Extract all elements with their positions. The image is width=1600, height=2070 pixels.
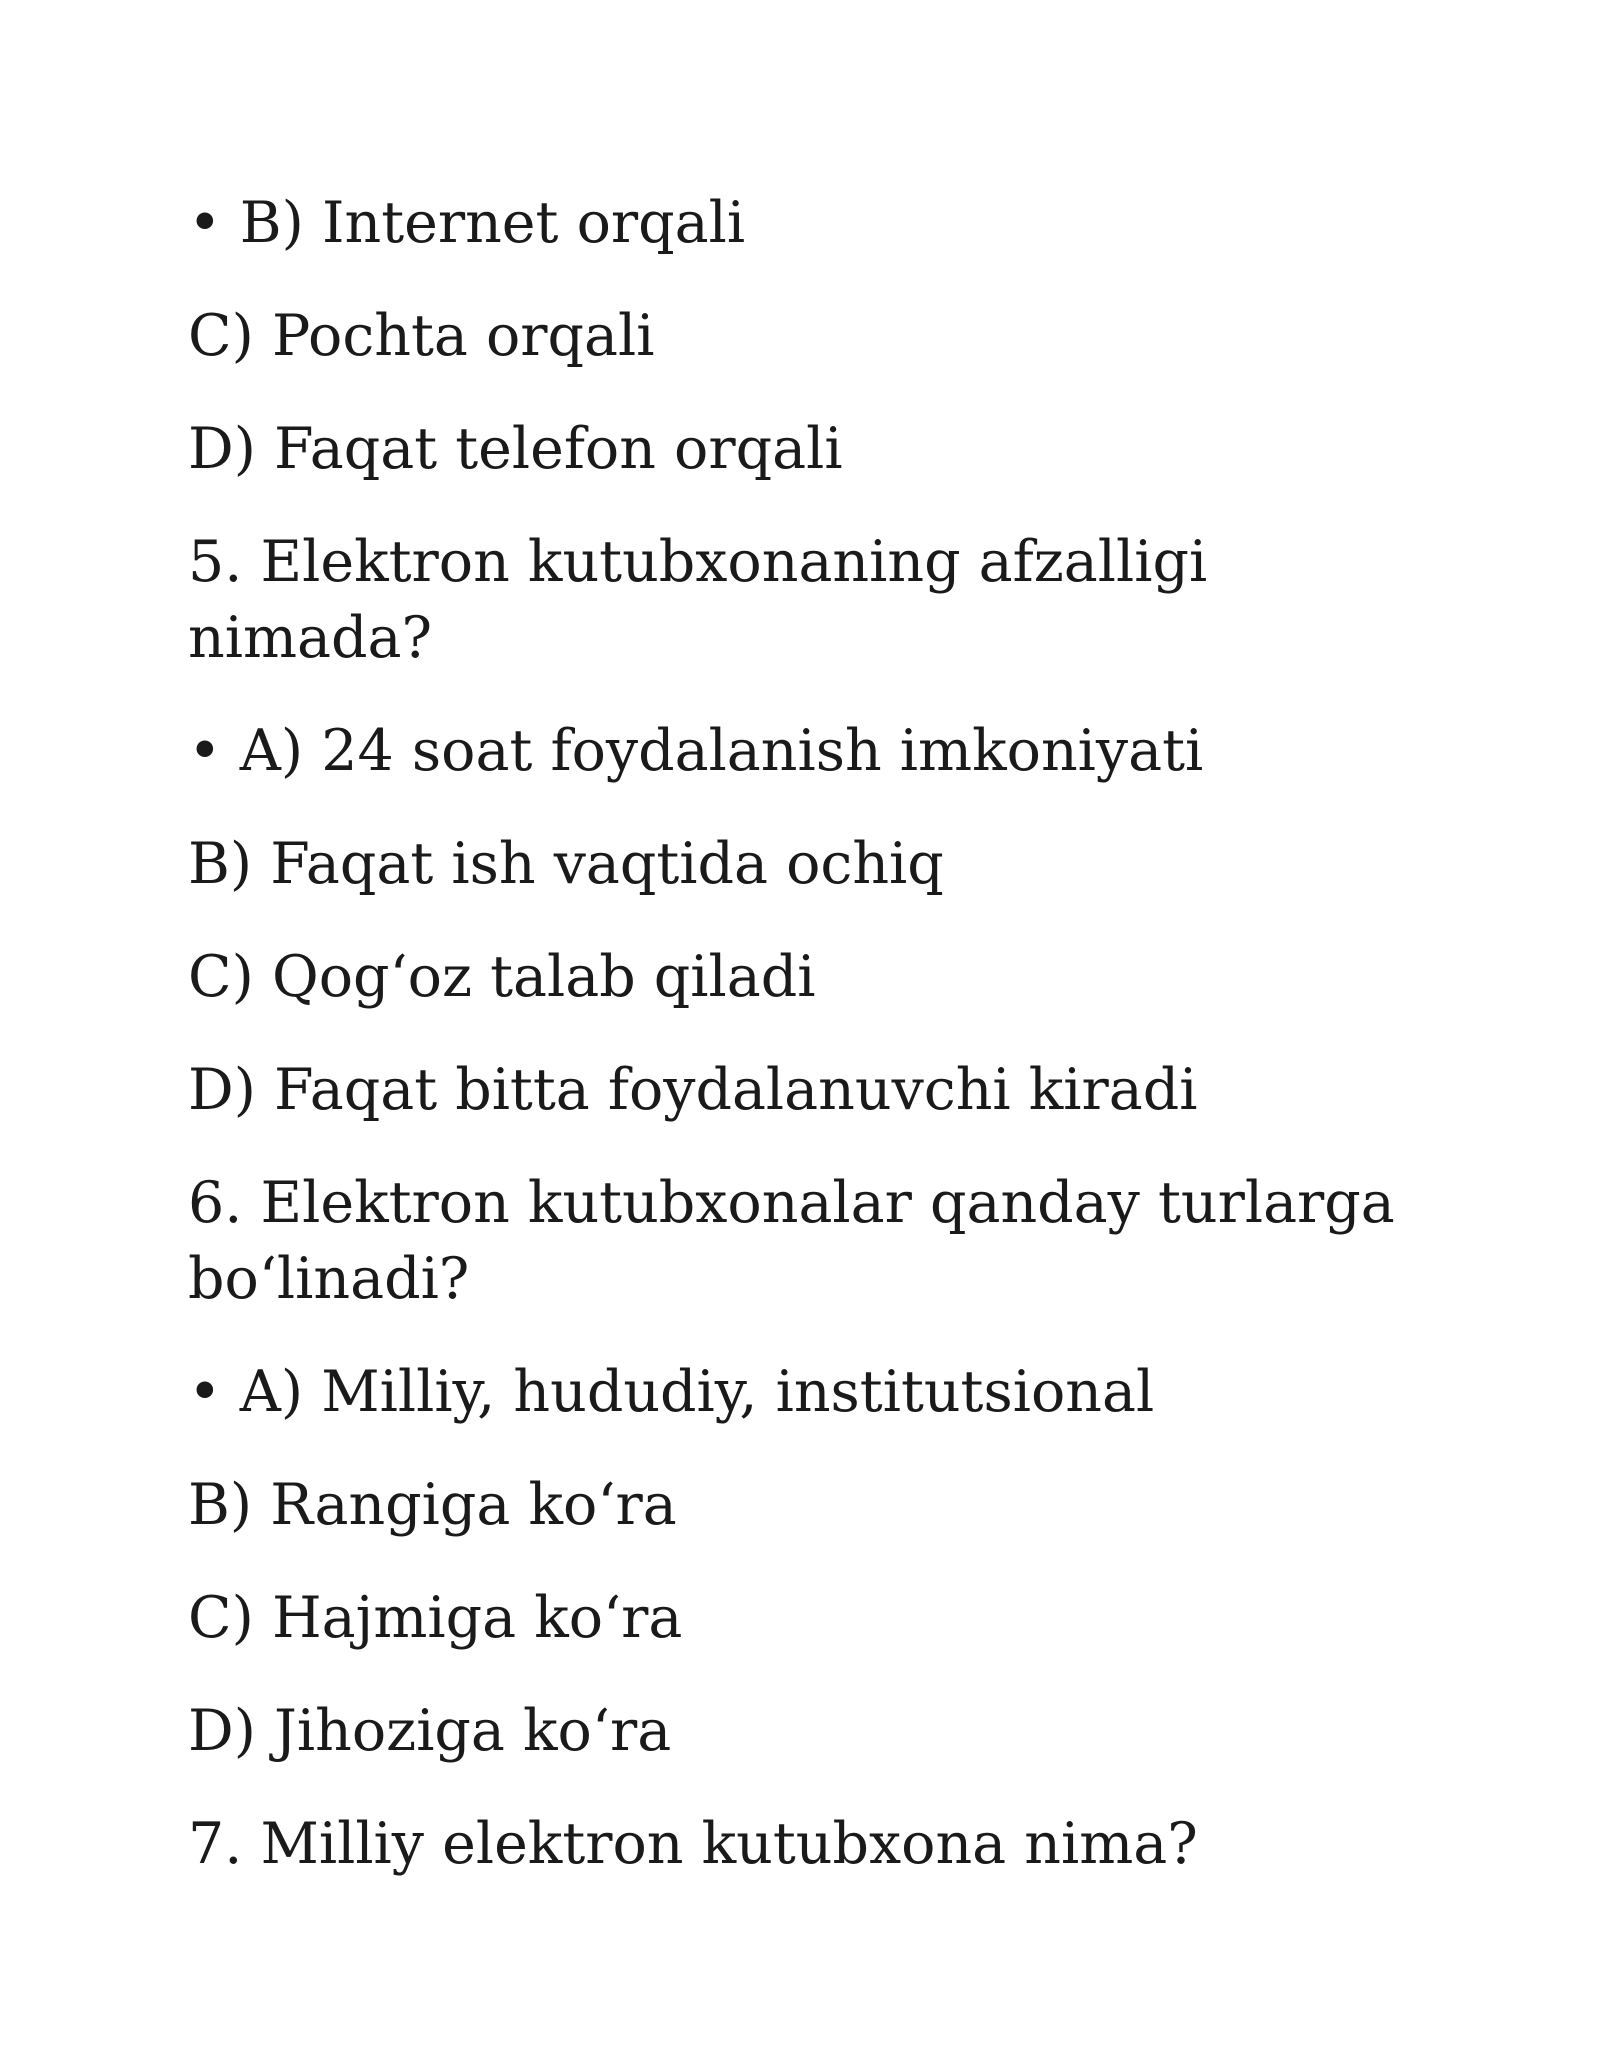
- answer-option-6b: B) Rangiga ko‘ra: [188, 1472, 677, 1538]
- answer-option-4d: D) Faqat telefon orqali: [188, 416, 843, 482]
- answer-option-6a: • A) Milliy, hududiy, institutsional: [188, 1359, 1155, 1425]
- answer-option-5c: C) Qog‘oz talab qiladi: [188, 944, 816, 1010]
- question-5: 5. Elektron kutubxonaning afzalligi nimada?: [188, 529, 1226, 671]
- answer-option-5d: D) Faqat bitta foydalanuvchi kiradi: [188, 1057, 1198, 1123]
- answer-option-6d: D) Jihoziga ko‘ra: [188, 1698, 672, 1764]
- answer-option-4b: • B) Internet orqali: [188, 190, 746, 256]
- question-6: 6. Elektron kutubxonalar qanday turlarga bo‘linadi?: [188, 1170, 1395, 1312]
- quiz-text: [188, 185, 1448, 1919]
- question-7: 7. Milliy elektron kutubxona nima?: [188, 1811, 1198, 1877]
- answer-option-6c: C) Hajmiga ko‘ra: [188, 1585, 683, 1651]
- answer-option-5a: • A) 24 soat foydalanish imkoniyati: [188, 718, 1204, 784]
- answer-option-5b: B) Faqat ish vaqtida ochiq: [188, 831, 944, 897]
- answer-option-4c: C) Pochta orqali: [188, 303, 655, 369]
